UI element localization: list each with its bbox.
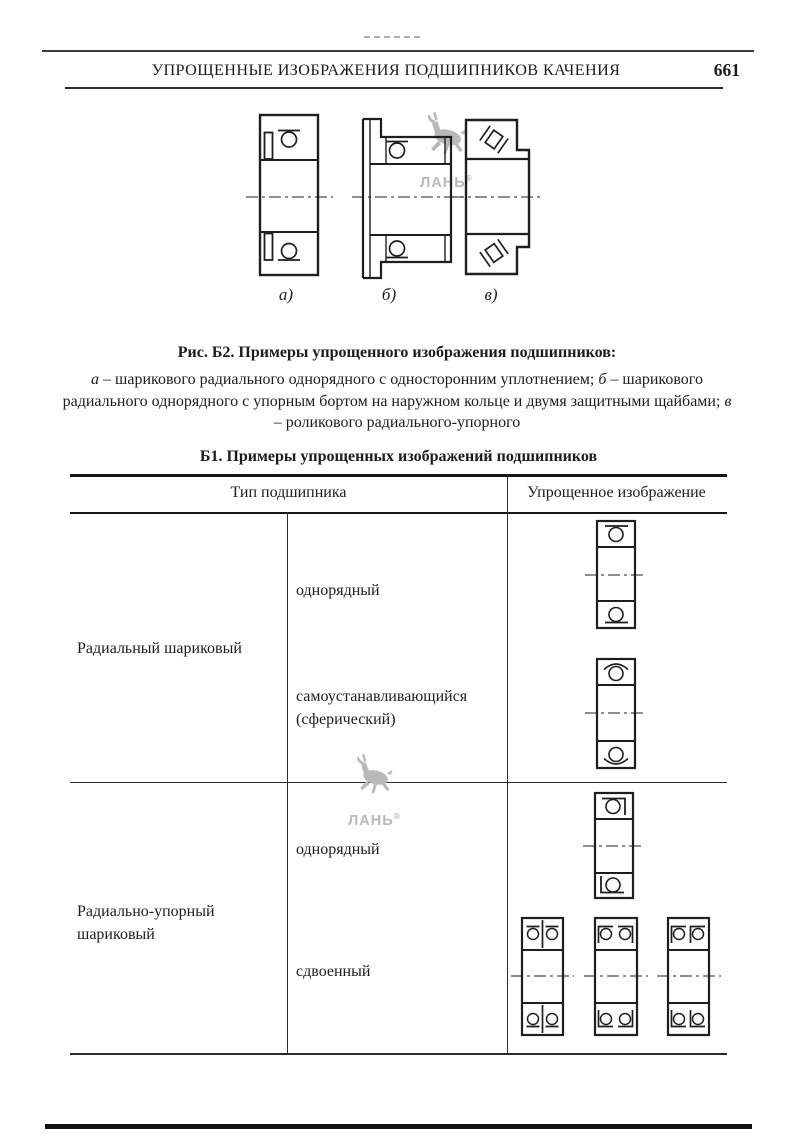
column-header-type: Тип подшипника	[230, 484, 347, 501]
diagram-duplex-tandem	[657, 918, 721, 1035]
diagram-duplex-face-to-face	[511, 918, 574, 1035]
deer-icon	[351, 754, 397, 804]
watermark-brand-text: ЛАНЬ®	[420, 173, 472, 191]
diagram-angular-single-row	[583, 793, 645, 898]
figure-label-v: в)	[484, 285, 498, 304]
row2-subtype-duplex: сдвоенный	[296, 963, 371, 980]
row1-subtype-self-aligning: самоустанавливающийся (сферический)	[296, 688, 468, 728]
table-vertical-divider-subtype-column	[287, 512, 288, 1055]
column-header-image: Упрощенное изображение	[527, 484, 706, 501]
table-bearing-diagrams	[507, 513, 726, 1054]
bearing-drawing-a	[246, 115, 333, 275]
bottom-rule	[45, 1124, 752, 1129]
page-number: 661	[713, 60, 740, 80]
watermark-brand-text: ЛАНЬ®	[348, 811, 400, 829]
row1-bearing-type: Радиальный шариковый	[77, 640, 242, 657]
header-rule	[65, 87, 723, 89]
running-header-title: УПРОЩЕННЫЕ ИЗОБРАЖЕНИЯ ПОДШИПНИКОВ КАЧЕНИЯ	[151, 61, 621, 79]
watermark-lan-logo-table	[344, 754, 404, 828]
diagram-self-aligning	[585, 659, 647, 768]
figure-caption-body: а – шарикового радиального однорядного с односторонним уплотнением; б – шарикового радиального однорядного с упорным бортом на наружном кольце и двумя защитными щайбами; в – роликового радиального-упорного	[62, 371, 732, 431]
figure-label-a: а)	[278, 285, 294, 304]
figure-label-b: б)	[381, 285, 397, 304]
figure-caption-title: Рис. Б2. Примеры упрощенного изображения подшипников:	[177, 344, 617, 361]
diagram-duplex-back-to-back	[584, 918, 648, 1035]
table-title: Б1. Примеры упрощенных изображений подшипников	[199, 448, 598, 465]
row2-bearing-type: Радиально-упорный шариковый	[77, 903, 215, 943]
top-rule	[42, 50, 754, 52]
scan-artifact-dashes	[364, 36, 420, 38]
bearing-drawing-v	[452, 120, 543, 274]
figure-b2-drawings	[230, 105, 590, 305]
row1-subtype-single-row: однорядный	[296, 582, 380, 599]
bearing-drawing-b	[352, 119, 466, 278]
diagram-radial-single-row	[585, 521, 647, 628]
row2-subtype-single-row: однорядный	[296, 841, 380, 858]
